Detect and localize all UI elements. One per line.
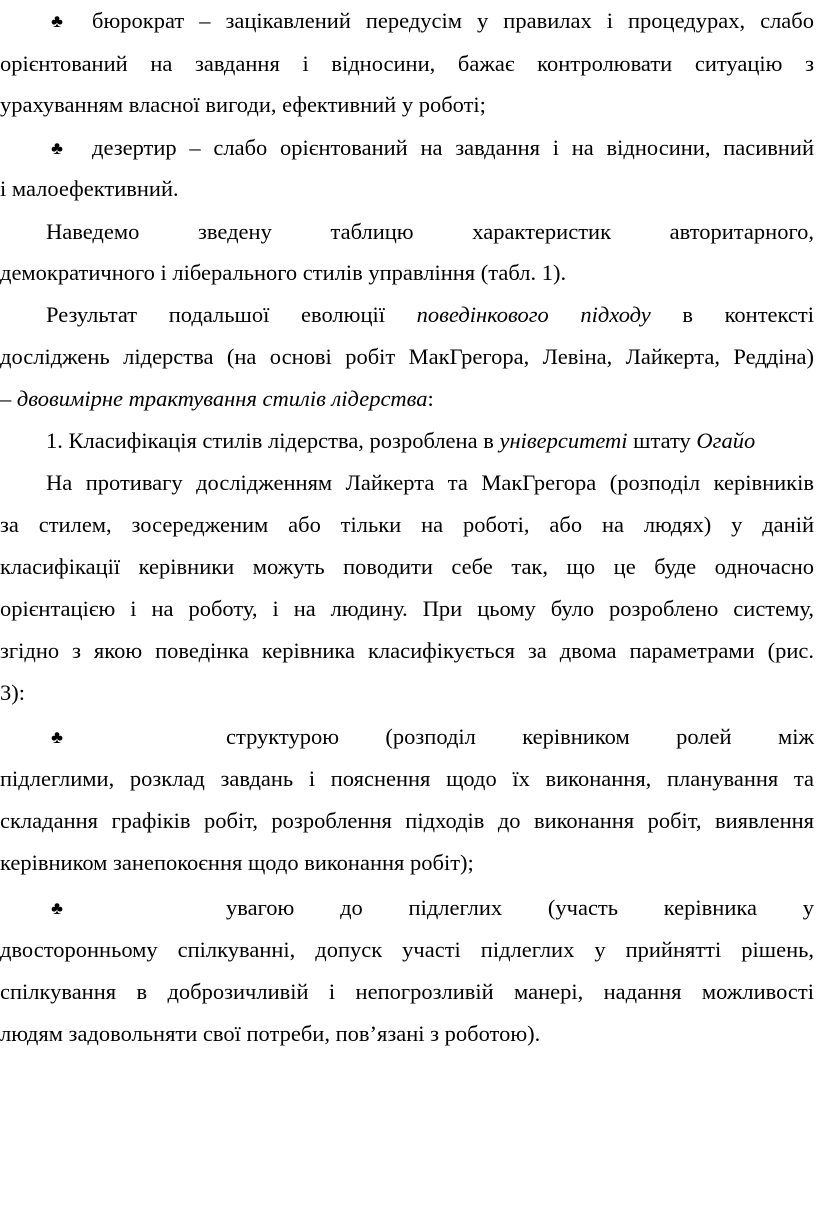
- club-bullet-icon: ♣: [51, 138, 63, 158]
- paragraph-ohio-line-4: орієнтацією і на роботу, і на людину. При цьому було розроблено систему,: [0, 596, 814, 621]
- paragraph-structure-line-3: складання графіків робіт, розроблення підходів до виконання робіт, виявлення: [0, 808, 814, 833]
- paragraph-deserter-line-2: і малоефективний.: [0, 176, 179, 201]
- emphasis-university: університеті: [499, 428, 628, 453]
- paragraph-structure-line-1: структурою (розподіл керівником ролей між: [226, 724, 814, 749]
- paragraph-deserter-line-1: дезертир – слабо орієнтований на завдання і на відносини, пасивний: [92, 135, 814, 160]
- club-bullet-icon: ♣: [51, 11, 63, 31]
- paragraph-table-intro-line-1: Наведемо зведену таблицю характеристик авторитарного,: [46, 219, 814, 244]
- paragraph-ohio-line-6: 3):: [0, 680, 25, 705]
- club-bullet-icon: ♣: [51, 898, 63, 918]
- paragraph-evolution-line-1: Результат подальшої еволюції поведінкового підходу в контексті: [46, 302, 814, 327]
- emphasis-two-dimensional: двовимірне трактування стилів лідерства: [16, 386, 428, 411]
- paragraph-evolution-line-2: досліджень лідерства (на основі робіт МакГрегора, Левіна, Лайкерта, Реддіна): [0, 344, 814, 369]
- paragraph-ohio-line-1: На противагу дослідженням Лайкерта та МакГрегора (розподіл керівників: [46, 470, 814, 495]
- paragraph-attention-line-1: увагою до підлеглих (участь керівника у: [226, 895, 814, 920]
- emphasis-behavioral-approach: поведінкового підходу: [416, 302, 651, 327]
- emphasis-ohio: Огайо: [696, 428, 756, 453]
- paragraph-ohio-heading: 1. Класифікація стилів лідерства, розроблена в університеті штату Огайо: [46, 428, 756, 453]
- paragraph-table-intro-line-2: демократичного і ліберального стилів управління (табл. 1).: [0, 260, 567, 285]
- paragraph-bureaucrat-line-3: урахуванням власної вигоди, ефективний у роботі;: [0, 92, 486, 117]
- paragraph-bureaucrat-line-1: бюрократ – зацікавлений передусім у правилах і процедурах, слабо: [92, 8, 814, 33]
- paragraph-attention-line-3: спілкування в доброзичливій і непогрозливій манері, надання можливості: [0, 979, 814, 1004]
- paragraph-structure-line-2: підлеглими, розклад завдань і пояснення щодо їх виконання, планування та: [0, 766, 814, 791]
- paragraph-ohio-line-3: класифікації керівники можуть поводити себе так, що це буде одночасно: [0, 554, 814, 579]
- paragraph-evolution-line-3: – двовимірне трактування стилів лідерства:: [0, 386, 434, 411]
- paragraph-ohio-line-2: за стилем, зосередженим або тільки на роботі, або на людях) у даній: [0, 512, 814, 537]
- paragraph-attention-line-4: людям задовольняти свої потреби, пов’язані з роботою).: [0, 1021, 541, 1046]
- paragraph-structure-line-4: керівником занепокоєння щодо виконання робіт);: [0, 850, 474, 875]
- club-bullet-icon: ♣: [51, 727, 63, 747]
- paragraph-ohio-line-5: згідно з якою поведінка керівника класифікується за двома параметрами (рис.: [0, 638, 814, 663]
- paragraph-bureaucrat-line-2: орієнтований на завдання і відносини, бажає контролювати ситуацію з: [0, 51, 814, 76]
- paragraph-attention-line-2: двосторонньому спілкуванні, допуск участі підлеглих у прийнятті рішень,: [0, 937, 814, 962]
